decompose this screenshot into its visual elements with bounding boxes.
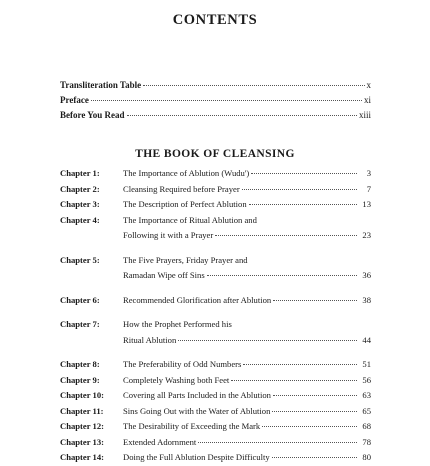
entry-spacer — [60, 348, 371, 357]
page-number: x — [366, 80, 371, 90]
chapter-title: Extended Adornment — [123, 436, 197, 447]
entry-label: Before You Read — [60, 109, 125, 120]
chapter-title-line — [123, 213, 371, 229]
toc-entry — [60, 450, 371, 466]
dot-leader — [273, 395, 357, 396]
dot-leader — [272, 457, 357, 458]
page-number: 51 — [362, 359, 371, 369]
page-number: 63 — [362, 390, 371, 400]
chapter-label: Chapter 4: — [60, 214, 100, 225]
page-number: 3 — [366, 168, 371, 178]
chapter-title-line — [123, 228, 371, 244]
entry-spacer — [60, 244, 371, 253]
dot-leader — [249, 204, 357, 205]
dot-leader — [251, 173, 357, 174]
chapter-title-block — [123, 373, 371, 389]
chapter-title-line — [123, 419, 371, 435]
page-number: 65 — [362, 405, 371, 416]
dot-leader — [262, 426, 357, 427]
toc-entry — [60, 213, 371, 244]
chapter-title: The Description of Perfect Ablution — [123, 199, 247, 209]
toc-entry — [60, 373, 371, 389]
chapter-title-block — [123, 419, 371, 435]
toc-entry — [60, 419, 371, 435]
chapter-list — [60, 166, 371, 466]
chapter-title-block — [123, 388, 371, 404]
chapter-title-line — [123, 333, 371, 349]
chapter-title: The Importance of Ritual Ablution and — [123, 214, 257, 225]
chapter-title: Following it with a Prayer — [123, 230, 214, 240]
chapter-label: Chapter 11: — [60, 405, 104, 416]
chapter-title: Sins Going Out with the Water of Ablution — [123, 405, 271, 416]
chapter-title-block — [123, 293, 371, 309]
chapter-title-block — [123, 317, 371, 348]
chapter-label: Chapter 3: — [60, 199, 100, 209]
entry-spacer — [60, 284, 371, 293]
toc-entry — [60, 293, 371, 309]
section-heading: THE BOOK OF CLEANSING — [135, 148, 295, 160]
chapter-label: Chapter 10: — [60, 390, 105, 400]
chapter-title-line — [123, 293, 371, 309]
chapter-label: Chapter 5: — [60, 254, 100, 265]
toc-entry — [60, 317, 371, 348]
chapter-title: Doing the Full Ablution Despite Difficulty — [123, 452, 270, 462]
page-number: xi — [363, 94, 371, 105]
chapter-label: Chapter 6: — [60, 294, 100, 305]
toc-entry — [60, 253, 371, 284]
chapter-title-block — [123, 166, 371, 182]
chapter-title-block — [123, 213, 371, 244]
page-number: 44 — [362, 334, 371, 345]
chapter-title-line — [123, 450, 371, 466]
dot-leader — [178, 340, 357, 341]
chapter-label: Chapter 7: — [60, 319, 100, 329]
page-number: 80 — [362, 452, 371, 462]
chapter-title-block — [123, 182, 371, 198]
chapter-title: Ramadan Wipe off Sins — [123, 270, 205, 280]
chapter-title: Recommended Glorification after Ablution — [123, 294, 272, 305]
page-number: 38 — [362, 294, 371, 305]
entry-spacer — [60, 308, 371, 317]
chapter-title-line — [123, 268, 371, 284]
front-matter-entry — [60, 110, 371, 125]
chapter-label: Chapter 1: — [60, 168, 100, 178]
dot-leader — [207, 275, 357, 276]
toc-entry — [60, 182, 371, 198]
chapter-title: Ritual Ablution — [123, 334, 177, 345]
chapter-title-block — [123, 450, 371, 466]
entry-label: Preface — [60, 94, 89, 105]
toc-entry — [60, 197, 371, 213]
page-number: 68 — [362, 421, 371, 431]
chapter-title-line — [123, 317, 371, 333]
page-number: 36 — [362, 270, 371, 280]
dot-leader — [198, 442, 357, 443]
dot-leader — [143, 85, 364, 86]
chapter-title: The Preferability of Odd Numbers — [123, 359, 242, 369]
chapter-label: Chapter 2: — [60, 183, 100, 194]
chapter-title: Cleansing Required before Prayer — [123, 183, 240, 194]
chapter-title-block — [123, 197, 371, 213]
front-matter-list — [60, 80, 371, 124]
toc-entry — [60, 404, 371, 420]
chapter-title-line — [123, 435, 371, 451]
chapter-title-block — [123, 253, 371, 284]
chapter-title: The Desirability of Exceeding the Mark — [123, 421, 261, 431]
chapter-title-block — [123, 357, 371, 373]
chapter-title: Covering all Parts Included in the Ablution — [123, 390, 271, 400]
chapter-title: The Five Prayers, Friday Prayer and — [123, 254, 248, 265]
front-matter-entry — [60, 80, 371, 95]
chapter-title-block — [123, 404, 371, 420]
chapter-title: Completely Washing both Feet — [123, 374, 230, 385]
chapter-title-line — [123, 197, 371, 213]
chapter-title-line — [123, 357, 371, 373]
toc-entry — [60, 166, 371, 182]
page-number: xiii — [358, 109, 371, 120]
chapter-label: Chapter 12: — [60, 421, 105, 431]
chapter-label: Chapter 9: — [60, 374, 100, 385]
chapter-title-line — [123, 253, 371, 269]
chapter-title-line — [123, 182, 371, 198]
dot-leader — [273, 300, 357, 301]
chapter-title-block — [123, 435, 371, 451]
entry-label: Transliteration Table — [60, 80, 142, 90]
page-number: 78 — [362, 436, 371, 447]
dot-leader — [231, 380, 357, 381]
chapter-title: The Importance of Ablution (Wudu') — [123, 168, 250, 178]
dot-leader — [243, 364, 357, 365]
page-number: 56 — [362, 374, 371, 385]
page-title: CONTENTS — [172, 12, 258, 28]
dot-leader — [91, 100, 362, 101]
dot-leader — [215, 235, 357, 236]
chapter-title-line — [123, 388, 371, 404]
chapter-title: How the Prophet Performed his — [123, 319, 232, 329]
chapter-title-line — [123, 373, 371, 389]
chapter-label: Chapter 13: — [60, 436, 105, 447]
dot-leader — [242, 189, 357, 190]
toc-entry — [60, 435, 371, 451]
page-number: 13 — [362, 199, 371, 209]
page-number: 7 — [366, 183, 371, 194]
chapter-label: Chapter 14: — [60, 452, 105, 462]
front-matter-entry — [60, 95, 371, 110]
chapter-title-line — [123, 166, 371, 182]
toc-entry — [60, 357, 371, 373]
toc-entry — [60, 388, 371, 404]
dot-leader — [127, 115, 357, 116]
chapter-title-line — [123, 404, 371, 420]
page-number: 23 — [362, 230, 371, 240]
chapter-label: Chapter 8: — [60, 359, 100, 369]
dot-leader — [272, 411, 357, 412]
